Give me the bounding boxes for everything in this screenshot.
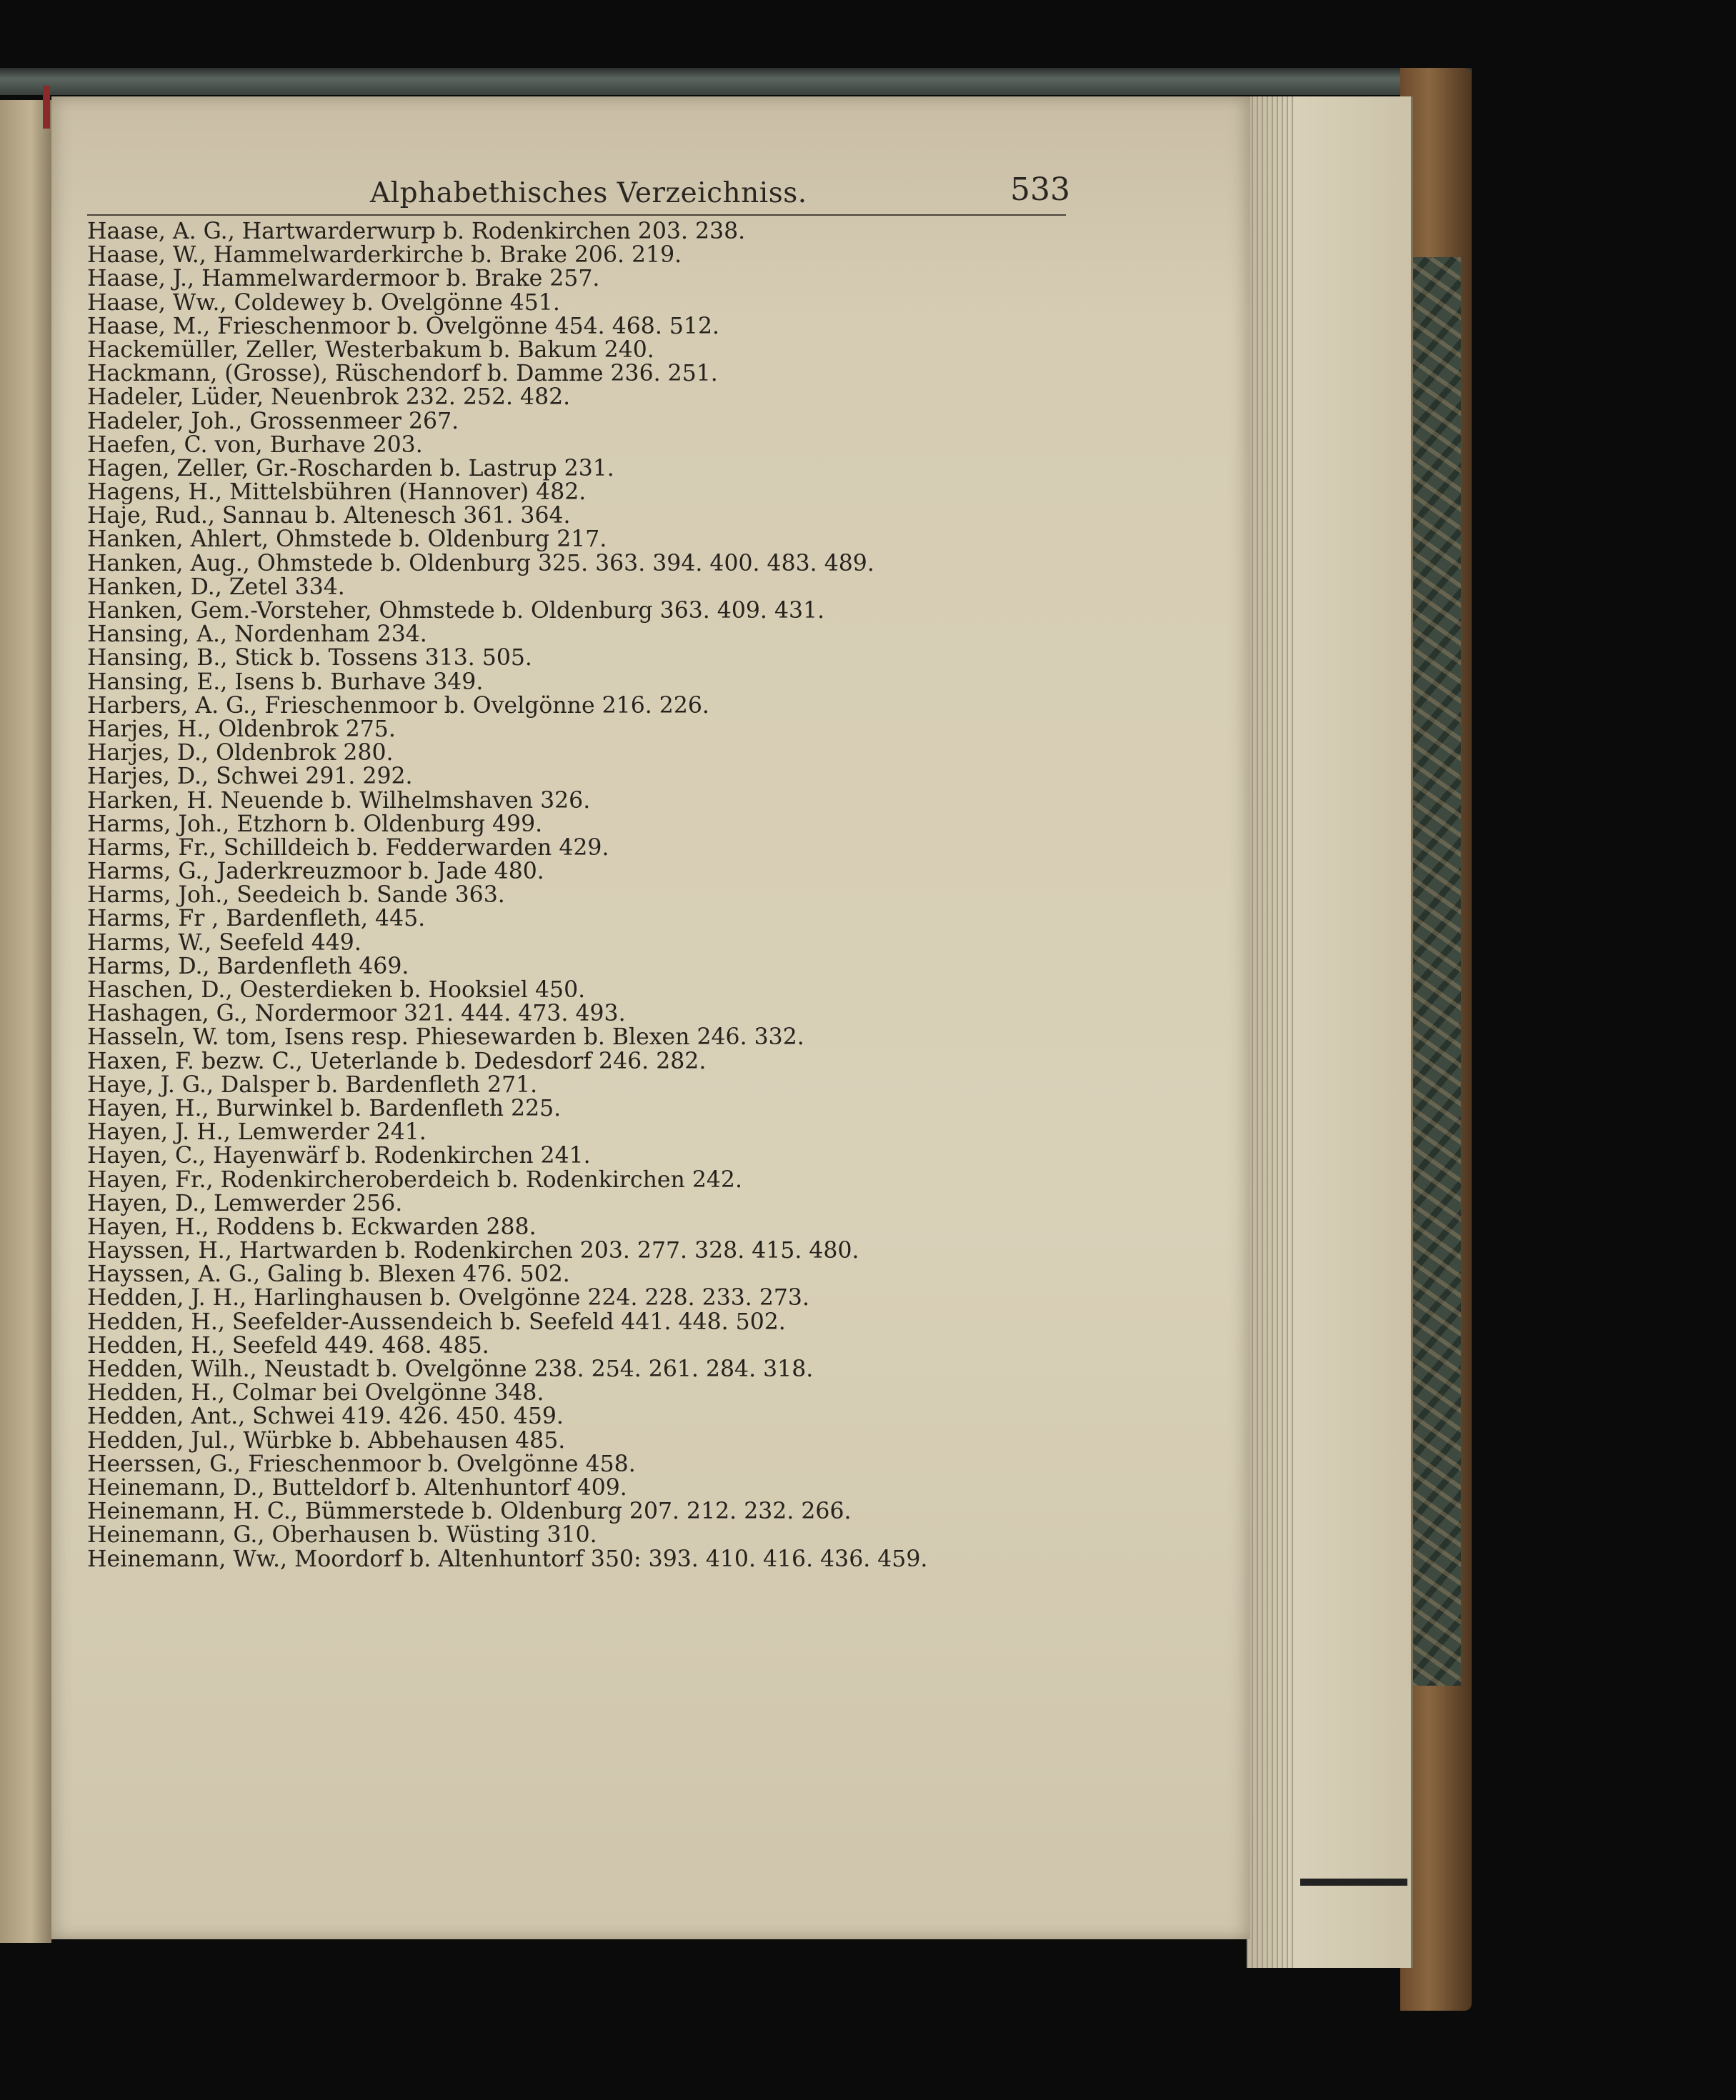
index-entry: Haye, J. G., Dalsper b. Bardenfleth 271. [87, 1071, 538, 1098]
header-rule [87, 214, 1066, 216]
index-entry: Harbers, A. G., Frieschenmoor b. Ovelgönne 216. 226. [87, 692, 709, 719]
index-entry: Heinemann, Ww., Moordorf b. Altenhuntorf 350: 393. 410. 416. 436. 459. [87, 1546, 928, 1572]
index-entry: Hayen, C., Hayenwärf b. Rodenkirchen 241. [87, 1143, 591, 1169]
index-entry: Hansing, E., Isens b. Burhave 349. [87, 669, 484, 695]
index-entry: Harjes, H., Oldenbrok 275. [87, 716, 396, 742]
index-entry: Hedden, Wilh., Neustadt b. Ovelgönne 238. 254. 261. 284. 318. [87, 1356, 814, 1382]
index-entry-list [87, 220, 1144, 1571]
index-entry: Heinemann, H. C., Bümmerstede b. Oldenburg 207. 212. 232. 266. [87, 1499, 852, 1525]
index-entry: Hedden, Jul., Würbke b. Abbehausen 485. [87, 1427, 566, 1454]
index-entry: Harms, Fr , Bardenfleth, 445. [87, 906, 426, 932]
marbled-cover-paper [1411, 257, 1461, 1686]
index-entry: Hayssen, H., Hartwarden b. Rodenkirchen 203. 277. 328. 415. 480. [87, 1238, 859, 1264]
index-entry: Heinemann, D., Butteldorf b. Altenhuntorf 409. [87, 1474, 627, 1501]
ribbon-marker [43, 86, 50, 129]
index-entry: Haase, A. G., Hartwarderwurp b. Rodenkirchen 203. 238. [87, 219, 746, 244]
index-entry: Hanken, D., Zetel 334. [87, 574, 345, 600]
index-entry: Hanken, Ahlert, Ohmstede b. Oldenburg 217. [87, 526, 607, 553]
index-entry: Harms, D., Bardenfleth 469. [87, 953, 409, 979]
index-entry: Harms, Joh., Seedeich b. Sande 363. [87, 882, 505, 909]
index-entry: Hackemüller, Zeller, Westerbakum b. Bakum 240. [87, 336, 654, 363]
index-entry: Hansing, B., Stick b. Tossens 313. 505. [87, 645, 532, 671]
index-entry: Hanken, Aug., Ohmstede b. Oldenburg 325. 363. 394. 400. 483. 489. [87, 550, 874, 576]
index-entry: Hanken, Gem.-Vorsteher, Ohmstede b. Oldenburg 363. 409. 431. [87, 598, 825, 624]
index-entry: Hedden, H., Colmar bei Ovelgönne 348. [87, 1380, 544, 1406]
running-header: Alphabethisches Verzeichniss. [370, 177, 807, 209]
index-entry: Hayen, D., Lemwerder 256. [87, 1190, 403, 1216]
index-entry: Heinemann, G., Oberhausen b. Wüsting 310. [87, 1522, 597, 1549]
index-entry: Heerssen, G., Frieschenmoor b. Ovelgönne 458. [87, 1451, 636, 1477]
index-entry: Hayen, J. H., Lemwerder 241. [87, 1119, 426, 1146]
index-entry: Haase, M., Frieschenmoor b. Ovelgönne 454. 468. 512. [87, 313, 719, 339]
index-entry: Hedden, H., Seefelder-Aussendeich b. Seefeld 441. 448. 502. [87, 1309, 786, 1335]
index-entry: Hayssen, A. G., Galing b. Blexen 476. 502. [87, 1261, 570, 1288]
index-entry: Haxen, F. bezw. C., Ueterlande b. Dedesdorf 246. 282. [87, 1048, 707, 1074]
index-entry: Hansing, A., Nordenham 234. [87, 621, 427, 648]
page-number: 533 [1010, 171, 1070, 208]
index-entry: Haase, W., Hammelwarderkirche b. Brake 206. 219. [87, 242, 682, 269]
index-entry: Harms, W., Seefeld 449. [87, 929, 361, 956]
index-entry: Haschen, D., Oesterdieken b. Hooksiel 450. [87, 977, 586, 1003]
index-entry: Hashagen, G., Nordermoor 321. 444. 473. 493. [87, 1001, 626, 1027]
index-entry: Hayen, H., Burwinkel b. Bardenfleth 225. [87, 1095, 562, 1121]
index-entry: Hadeler, Lüder, Neuenbrok 232. 252. 482. [87, 384, 571, 411]
index-entry: Harjes, D., Oldenbrok 280. [87, 740, 394, 766]
index-entry: Hayen, Fr., Rodenkircheroberdeich b. Rodenkirchen 242. [87, 1166, 742, 1193]
index-entry: Hedden, H., Seefeld 449. 468. 485. [87, 1332, 489, 1359]
facing-page-edge [0, 100, 51, 1943]
index-entry: Hackmann, (Grosse), Rüschendorf b. Damme 236. 251. [87, 361, 718, 387]
index-entry: Hayen, H., Roddens b. Eckwarden 288. [87, 1214, 537, 1240]
index-entry: Haje, Rud., Sannau b. Altenesch 361. 364. [87, 503, 571, 529]
page-block-shadow [1300, 1879, 1407, 1886]
index-entry: Hasseln, W. tom, Isens resp. Phiesewarden b. Blexen 246. 332. [87, 1024, 804, 1051]
index-entry: Hadeler, Joh., Grossenmeer 267. [87, 408, 459, 434]
book-binding-top [0, 68, 1472, 95]
page-stack-lines [1247, 96, 1297, 1968]
index-entry: Hedden, J. H., Harlinghausen b. Ovelgönne 224. 228. 233. 273. [87, 1285, 809, 1311]
index-entry: Hagens, H., Mittelsbühren (Hannover) 482. [87, 479, 587, 506]
index-entry: Hedden, Ant., Schwei 419. 426. 450. 459. [87, 1404, 564, 1430]
index-entry: Harjes, D., Schwei 291. 292. [87, 764, 413, 790]
index-entry: Harms, Joh., Etzhorn b. Oldenburg 499. [87, 811, 543, 837]
index-entry: Harken, H. Neuende b. Wilhelmshaven 326. [87, 787, 591, 814]
index-entry: Haase, J., Hammelwardermoor b. Brake 257. [87, 266, 600, 292]
index-entry: Haase, Ww., Coldewey b. Ovelgönne 451. [87, 289, 560, 316]
index-entry: Haefen, C. von, Burhave 203. [87, 431, 423, 458]
index-entry: Harms, Fr., Schilldeich b. Fedderwarden 429. [87, 834, 609, 861]
index-entry: Harms, G., Jaderkreuzmoor b. Jade 480. [87, 859, 544, 885]
index-entry: Hagen, Zeller, Gr.-Roscharden b. Lastrup 231. [87, 455, 614, 481]
